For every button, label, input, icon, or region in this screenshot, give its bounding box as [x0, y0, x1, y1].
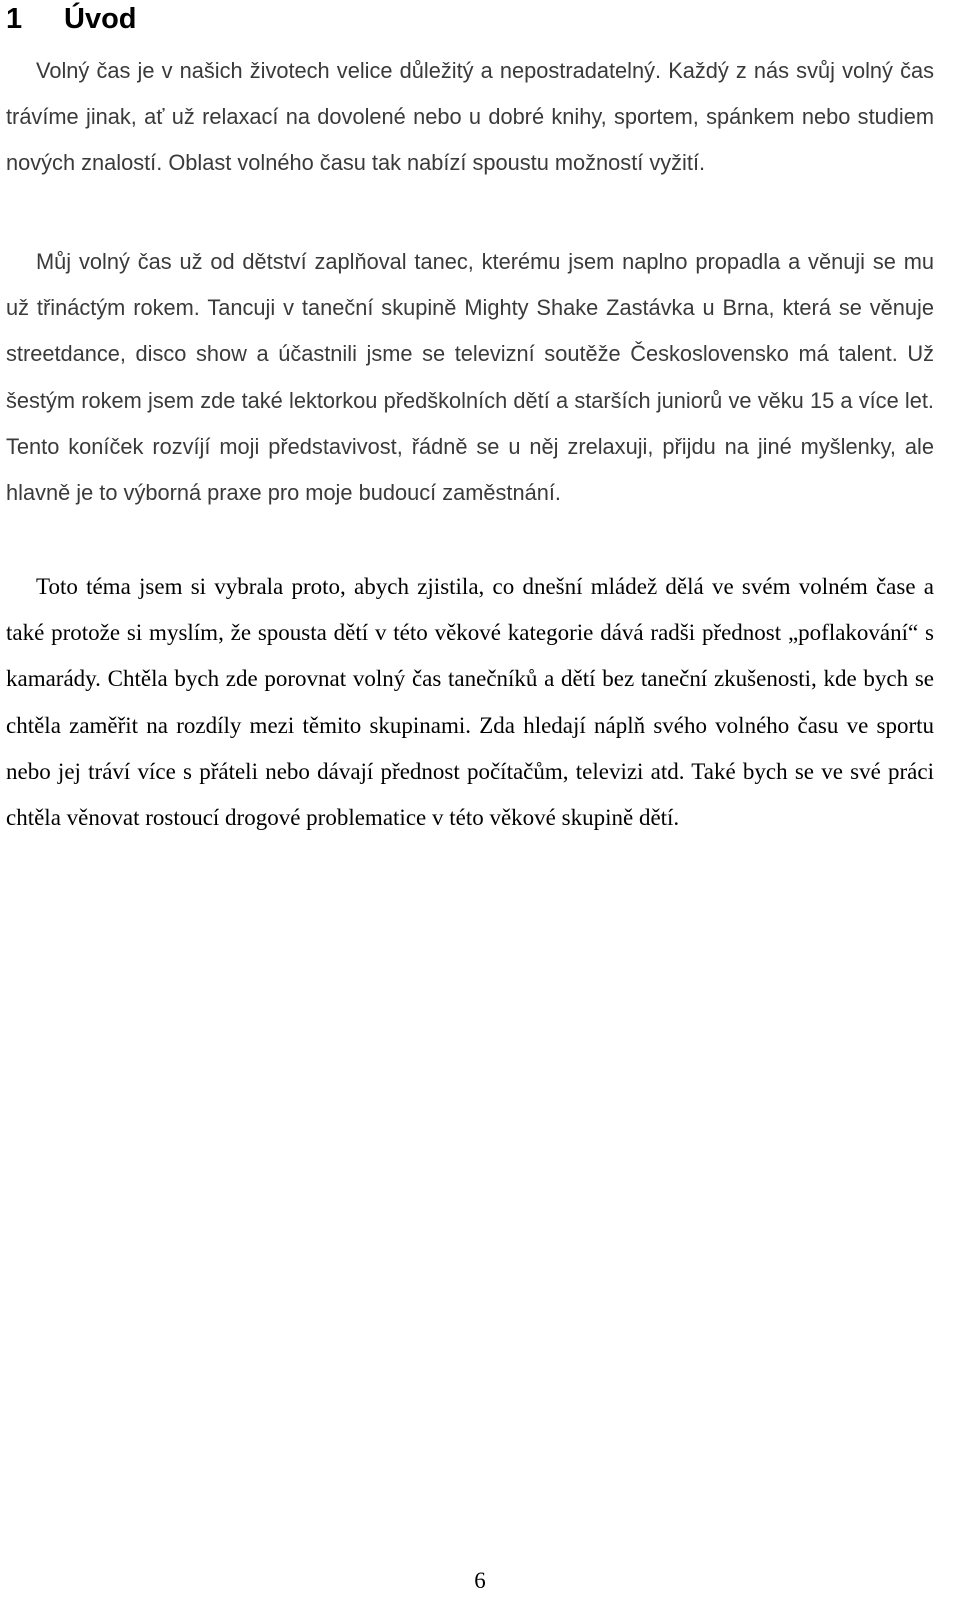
paragraph-dance-hobby: Můj volný čas už od dětství zaplňoval tanec, kterému jsem naplno propadla a věnuji se mu už třináctým rokem. Tancuji v taneční skupině Mighty Shake Zastávka u Brna, která se věnuje streetdance, disco show a účastnili jsme se televizní soutěže Československo má talent. Už šestým rokem jsem zde také lektorkou předškolních dětí a starších juniorů ve věku 15 a více let. Tento koníček rozvíjí moji představivost, řádně se u něj zrelaxuji, přijdu na jiné myšlenky, ale hlavně je to výborná praxe pro moje budoucí zaměstnání. [6, 249, 934, 506]
paragraph-leisure-intro: Volný čas je v našich životech velice důležitý a nepostradatelný. Každý z nás svůj volný čas trávíme jinak, ať už relaxací na dovolené nebo u dobré knihy, sportem, spánkem nebo studiem nových znalostí. Oblast volného času tak nabízí spoustu možností vyžití. [6, 58, 934, 176]
paragraph-topic-choice: Toto téma jsem si vybrala proto, abych zjistila, co dnešní mládež dělá ve svém volném čase a také protože si myslím, že spousta dětí v této věkové kategorie dává radši přednost „poflakování“ s kamarády. Chtěla bych zde porovnat volný čas tanečníků a dětí bez taneční zkušenosti, kde bych se chtěla zaměřit na rozdíly mezi těmito skupinami. Zda hledají náplň svého volného času ve sportu nebo jej tráví více s přáteli nebo dávají přednost počítačům, televizi atd. Také bych se ve své práci chtěla věnovat rostoucí drogové problematice v této věkové skupině dětí. [6, 574, 934, 831]
chapter-heading [6, 0, 137, 38]
page-number: 6 [474, 1568, 486, 1593]
chapter-title: Úvod [64, 3, 137, 35]
chapter-number: 1 [6, 3, 23, 35]
